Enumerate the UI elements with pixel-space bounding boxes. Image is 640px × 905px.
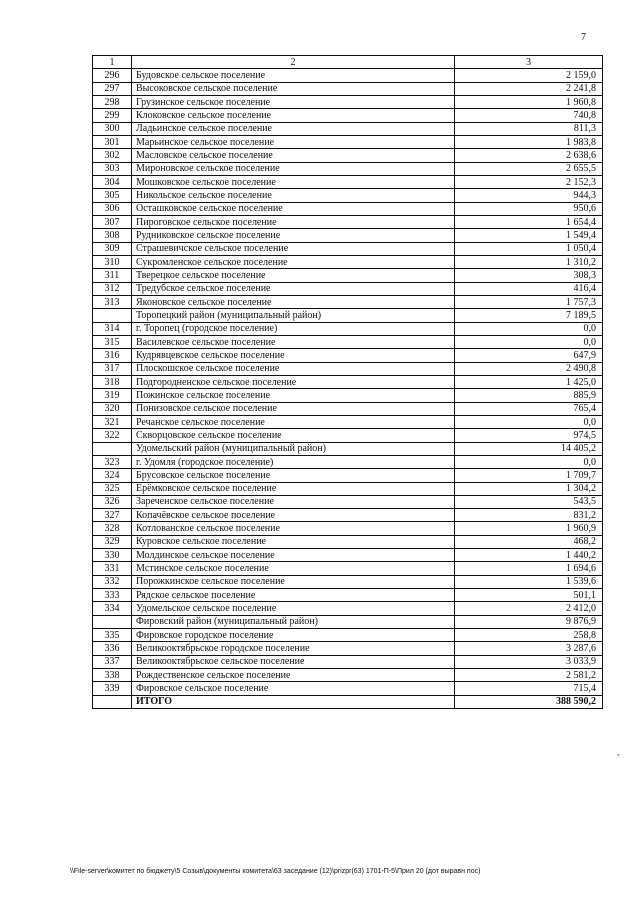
row-number: 333	[93, 589, 132, 602]
table-row	[93, 535, 603, 548]
row-name: Подгородненское сельское поселение	[132, 375, 455, 388]
row-value: 416,4	[455, 282, 603, 295]
row-value: 1 960,8	[455, 95, 603, 108]
row-number: 306	[93, 202, 132, 215]
row-name: Мстинское сельское поселение	[132, 562, 455, 575]
row-name: Молдинское сельское поселение	[132, 549, 455, 562]
row-value: 647,9	[455, 349, 603, 362]
row-value: 1 425,0	[455, 375, 603, 388]
row-name: Клоковское сельское поселение	[132, 109, 455, 122]
page-number: 7	[581, 32, 586, 43]
row-value: 308,3	[455, 269, 603, 282]
row-number	[93, 615, 132, 628]
table-row	[93, 402, 603, 415]
row-name: Страшевичское сельское поселение	[132, 242, 455, 255]
row-value: 0,0	[455, 322, 603, 335]
row-number: 331	[93, 562, 132, 575]
row-name: Понизовское сельское поселение	[132, 402, 455, 415]
row-name: Скворцовское сельское поселение	[132, 429, 455, 442]
row-value: 1 440,2	[455, 549, 603, 562]
row-number: 335	[93, 629, 132, 642]
table-row	[93, 162, 603, 175]
row-name: г. Удомля (городское поселение)	[132, 455, 455, 468]
row-number	[93, 442, 132, 455]
table-row	[93, 455, 603, 468]
table-row	[93, 415, 603, 428]
row-value: 1 050,4	[455, 242, 603, 255]
row-number: 322	[93, 429, 132, 442]
table-row	[93, 575, 603, 588]
row-name: Рождественское сельское поселение	[132, 669, 455, 682]
row-value: 950,6	[455, 202, 603, 215]
row-name: Куровское сельское поселение	[132, 535, 455, 548]
row-value: 2 241,8	[455, 82, 603, 95]
row-number: 307	[93, 215, 132, 228]
row-value: 740,8	[455, 109, 603, 122]
row-number: 328	[93, 522, 132, 535]
row-value: 1 757,3	[455, 295, 603, 308]
row-name: Рядское сельское поселение	[132, 589, 455, 602]
row-name: Никольское сельское поселение	[132, 189, 455, 202]
row-number: 301	[93, 135, 132, 148]
table-row	[93, 495, 603, 508]
row-name: Осташковское сельское поселение	[132, 202, 455, 215]
row-number: 330	[93, 549, 132, 562]
row-value: 7 189,5	[455, 309, 603, 322]
table-row	[93, 522, 603, 535]
margin-mark: ˇ	[617, 753, 620, 762]
row-name: Марьинское сельское поселение	[132, 135, 455, 148]
row-value: 2 159,0	[455, 69, 603, 82]
row-number: 319	[93, 389, 132, 402]
table-row	[93, 109, 603, 122]
row-number: 324	[93, 469, 132, 482]
table-row	[93, 669, 603, 682]
row-number: 313	[93, 295, 132, 308]
row-number: 320	[93, 402, 132, 415]
table-row	[93, 202, 603, 215]
table-row	[93, 375, 603, 388]
row-value: 885,9	[455, 389, 603, 402]
table-row	[93, 362, 603, 375]
row-number: 339	[93, 682, 132, 695]
row-name: Брусовское сельское поселение	[132, 469, 455, 482]
table-row	[93, 242, 603, 255]
row-name: Речанское сельское поселение	[132, 415, 455, 428]
table-row	[93, 95, 603, 108]
district-row	[93, 442, 603, 455]
row-value: 0,0	[455, 455, 603, 468]
row-value: 1 694,6	[455, 562, 603, 575]
row-name: Удомельский район (муниципальный район)	[132, 442, 455, 455]
row-name: Кудрявцевское сельское поселение	[132, 349, 455, 362]
row-name: Пироговское сельское поселение	[132, 215, 455, 228]
row-value: 388 590,2	[455, 695, 603, 708]
row-number: 334	[93, 602, 132, 615]
row-value: 2 638,6	[455, 149, 603, 162]
row-number: 309	[93, 242, 132, 255]
row-number: 337	[93, 655, 132, 668]
row-number	[93, 695, 132, 708]
row-number: 303	[93, 162, 132, 175]
row-value: 3 287,6	[455, 642, 603, 655]
table-header-row	[93, 56, 603, 69]
row-number: 314	[93, 322, 132, 335]
row-name: Фировское сельское поселение	[132, 682, 455, 695]
table-row	[93, 429, 603, 442]
row-name: Ладьинское сельское поселение	[132, 122, 455, 135]
row-number: 305	[93, 189, 132, 202]
row-number: 298	[93, 95, 132, 108]
table-row	[93, 322, 603, 335]
row-value: 974,5	[455, 429, 603, 442]
row-value: 468,2	[455, 535, 603, 548]
row-value: 543,5	[455, 495, 603, 508]
row-name: Зареченское сельское поселение	[132, 495, 455, 508]
row-value: 1 960,9	[455, 522, 603, 535]
row-name: г. Торопец (городское поселение)	[132, 322, 455, 335]
table-row	[93, 69, 603, 82]
table-row	[93, 82, 603, 95]
row-name: Ерёмковское сельское поселение	[132, 482, 455, 495]
total-row	[93, 695, 603, 708]
row-number: 308	[93, 229, 132, 242]
row-value: 258,8	[455, 629, 603, 642]
row-number: 317	[93, 362, 132, 375]
row-value: 0,0	[455, 415, 603, 428]
row-name: Котлованское сельское поселение	[132, 522, 455, 535]
row-name: Фировское городское поселение	[132, 629, 455, 642]
row-name: Порожкинское сельское поселение	[132, 575, 455, 588]
row-name: Пожинское сельское поселение	[132, 389, 455, 402]
row-number: 338	[93, 669, 132, 682]
row-value: 944,3	[455, 189, 603, 202]
row-value: 2 581,2	[455, 669, 603, 682]
row-name: Плоскошское сельское поселение	[132, 362, 455, 375]
table-row	[93, 149, 603, 162]
table-row	[93, 255, 603, 268]
row-value: 1 654,4	[455, 215, 603, 228]
row-number: 310	[93, 255, 132, 268]
budget-table	[92, 55, 603, 709]
row-value: 1 549,4	[455, 229, 603, 242]
header-col-1: 1	[93, 56, 132, 69]
row-number: 321	[93, 415, 132, 428]
row-name: Мошковское сельское поселение	[132, 175, 455, 188]
row-value: 1 310,2	[455, 255, 603, 268]
table-row	[93, 655, 603, 668]
row-number: 316	[93, 349, 132, 362]
row-name: Масловское сельское поселение	[132, 149, 455, 162]
table-row	[93, 295, 603, 308]
table-row	[93, 335, 603, 348]
row-number: 325	[93, 482, 132, 495]
table-row	[93, 549, 603, 562]
row-name: Великооктябрьское городское поселение	[132, 642, 455, 655]
table-body	[93, 56, 603, 709]
row-value: 811,3	[455, 122, 603, 135]
row-name: Тредубское сельское поселение	[132, 282, 455, 295]
row-number: 299	[93, 109, 132, 122]
row-name: Высоковское сельское поселение	[132, 82, 455, 95]
row-number: 302	[93, 149, 132, 162]
footer-file-path: \\File-server\комитет по бюджету\5 Созыв\документы комитета\63 заседание (12)\prizpr(63) 1701-П-5\Прил 20 (дот выравн пос)	[70, 868, 481, 875]
row-name: Великооктябрьское сельское поселение	[132, 655, 455, 668]
row-value: 2 412,0	[455, 602, 603, 615]
row-number: 315	[93, 335, 132, 348]
row-name: Грузинское сельское поселение	[132, 95, 455, 108]
row-value: 715,4	[455, 682, 603, 695]
row-number	[93, 309, 132, 322]
table-row	[93, 602, 603, 615]
row-name: Василевское сельское поселение	[132, 335, 455, 348]
row-number: 327	[93, 509, 132, 522]
table-row	[93, 175, 603, 188]
row-name: Тверецкое сельское поселение	[132, 269, 455, 282]
row-name: Рудниковское сельское поселение	[132, 229, 455, 242]
table-row	[93, 562, 603, 575]
table-row	[93, 135, 603, 148]
table-row	[93, 642, 603, 655]
row-number: 336	[93, 642, 132, 655]
row-name: Копачёвское сельское поселение	[132, 509, 455, 522]
row-value: 831,2	[455, 509, 603, 522]
district-row	[93, 309, 603, 322]
table-row	[93, 349, 603, 362]
header-col-3: 3	[455, 56, 603, 69]
header-col-2: 2	[132, 56, 455, 69]
row-value: 1 539,6	[455, 575, 603, 588]
row-value: 0,0	[455, 335, 603, 348]
row-number: 312	[93, 282, 132, 295]
table-row	[93, 189, 603, 202]
table-row	[93, 469, 603, 482]
row-number: 332	[93, 575, 132, 588]
row-name: Мироновское сельское поселение	[132, 162, 455, 175]
row-value: 501,1	[455, 589, 603, 602]
row-number: 323	[93, 455, 132, 468]
row-name: Яконовское сельское поселение	[132, 295, 455, 308]
table-row	[93, 589, 603, 602]
table-row	[93, 682, 603, 695]
row-number: 326	[93, 495, 132, 508]
district-row	[93, 615, 603, 628]
row-value: 2 152,3	[455, 175, 603, 188]
row-number: 304	[93, 175, 132, 188]
row-value: 14 405,2	[455, 442, 603, 455]
row-value: 2 490,8	[455, 362, 603, 375]
row-value: 765,4	[455, 402, 603, 415]
row-value: 1 304,2	[455, 482, 603, 495]
row-name: Фировский район (муниципальный район)	[132, 615, 455, 628]
row-number: 311	[93, 269, 132, 282]
row-name: ИТОГО	[132, 695, 455, 708]
table-row	[93, 389, 603, 402]
row-number: 297	[93, 82, 132, 95]
table-row	[93, 215, 603, 228]
table-row	[93, 269, 603, 282]
row-name: Сукромленское сельское поселение	[132, 255, 455, 268]
table-row	[93, 229, 603, 242]
row-value: 1 983,8	[455, 135, 603, 148]
row-name: Удомельское сельское поселение	[132, 602, 455, 615]
row-value: 9 876,9	[455, 615, 603, 628]
row-value: 1 709,7	[455, 469, 603, 482]
table-row	[93, 122, 603, 135]
table-row	[93, 629, 603, 642]
table-row	[93, 282, 603, 295]
row-name: Торопецкий район (муниципальный район)	[132, 309, 455, 322]
row-number: 318	[93, 375, 132, 388]
row-name: Будовское сельское поселение	[132, 69, 455, 82]
row-value: 2 655,5	[455, 162, 603, 175]
row-value: 3 033,9	[455, 655, 603, 668]
row-number: 296	[93, 69, 132, 82]
table-row	[93, 509, 603, 522]
row-number: 329	[93, 535, 132, 548]
table-row	[93, 482, 603, 495]
row-number: 300	[93, 122, 132, 135]
